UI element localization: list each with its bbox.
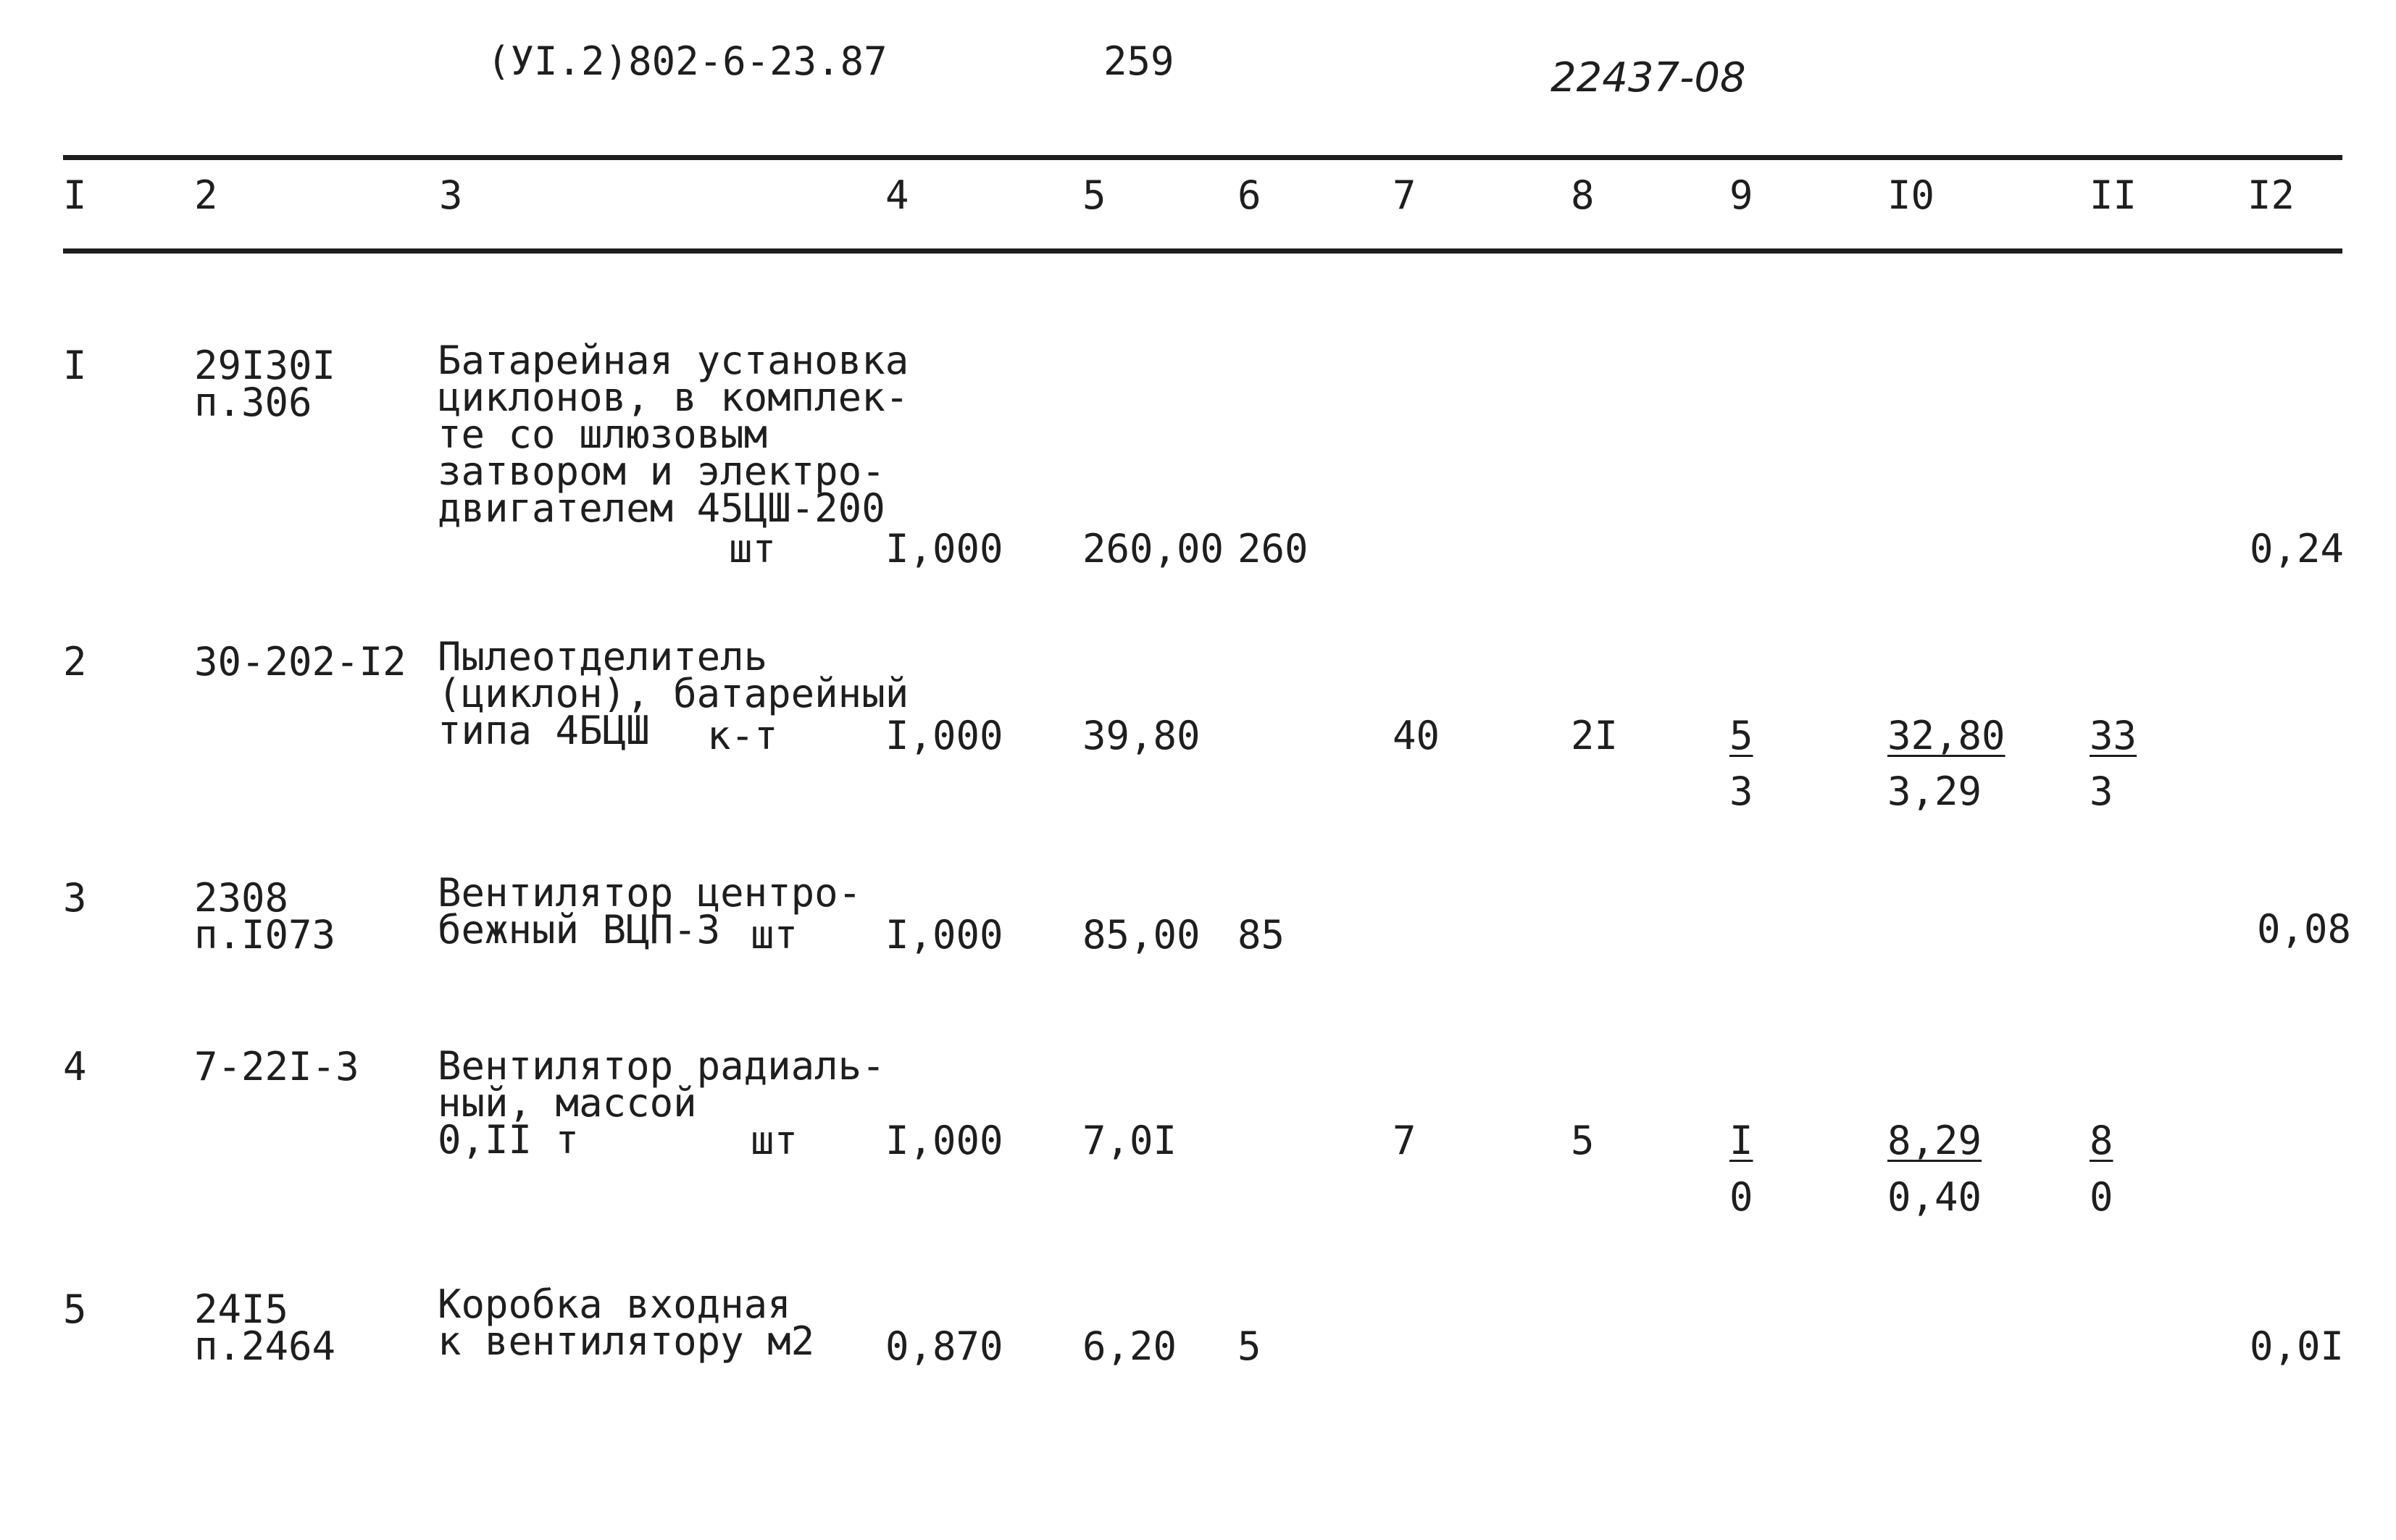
column-header-6: 6 <box>1237 172 1261 218</box>
quantity: I,000 <box>885 912 1003 958</box>
col8-value: 5 <box>1571 1118 1595 1163</box>
col10-top-value: 8,29 <box>1887 1118 1982 1163</box>
col12-value: 0,24 <box>2249 526 2344 572</box>
item-code-ref: п.306 <box>194 380 312 425</box>
unit: к-т <box>707 713 778 758</box>
document-code: (УI.2)802-6-23.87 <box>487 38 888 84</box>
column-header-5: 5 <box>1082 172 1106 218</box>
col5-value: 6,20 <box>1082 1323 1177 1369</box>
col9-bottom-value: 3 <box>1729 769 1753 814</box>
col5-value: 39,80 <box>1082 713 1201 758</box>
quantity: I,000 <box>885 713 1003 758</box>
item-description: Пылеотделитель (циклон), батарейный типа 4БЦШ <box>438 634 909 753</box>
quantity: I,000 <box>885 526 1003 572</box>
col10-bottom-value: 0,40 <box>1887 1174 1982 1220</box>
handwritten-number: 22437-08 <box>1550 54 1746 101</box>
row-number: 2 <box>63 639 87 685</box>
item-description: Вентилятор радиаль- ный, массой 0,II т <box>438 1043 885 1163</box>
item-code: 7-22I-3 <box>194 1044 359 1089</box>
unit: шт <box>751 1118 798 1163</box>
column-header-12: I2 <box>2247 172 2295 218</box>
col9-top-value: I <box>1729 1118 1753 1163</box>
item-code: 2308 <box>194 875 289 921</box>
item-code: 24I5 <box>194 1286 289 1332</box>
item-code-ref: п.I073 <box>194 912 336 958</box>
column-header-1: I <box>63 172 87 218</box>
col6-value: 260 <box>1237 526 1308 572</box>
item-description: Коробка входная к вентилятору м2 <box>438 1281 815 1364</box>
col9-bottom-value: 0 <box>1729 1174 1753 1220</box>
unit: шт <box>729 526 777 572</box>
col10-top-value: 32,80 <box>1887 713 2005 758</box>
row-number: 5 <box>63 1286 87 1332</box>
col11-bottom-value: 0 <box>2090 1174 2113 1220</box>
page-number: 259 <box>1103 38 1174 84</box>
col7-value: 40 <box>1393 713 1440 758</box>
row-number: I <box>63 343 87 388</box>
quantity: 0,870 <box>885 1323 1003 1369</box>
column-header-4: 4 <box>885 172 909 218</box>
column-header-9: 9 <box>1729 172 1753 218</box>
column-header-2: 2 <box>194 172 218 218</box>
row-number: 3 <box>63 875 87 921</box>
column-header-8: 8 <box>1571 172 1595 218</box>
column-header-7: 7 <box>1393 172 1416 218</box>
col5-value: 260,00 <box>1082 526 1224 572</box>
col10-bottom-value: 3,29 <box>1887 769 1982 814</box>
col8-value: 2I <box>1571 713 1619 758</box>
col12-value: 0,08 <box>2256 906 2351 952</box>
item-description: Вентилятор центро- бежный ВЦП-3 <box>438 870 862 953</box>
column-header-11: II <box>2090 172 2137 218</box>
column-header-10: I0 <box>1887 172 1935 218</box>
col12-value: 0,0I <box>2249 1323 2344 1369</box>
header-bottom-rule <box>63 248 2342 254</box>
item-code: 30-202-I2 <box>194 639 406 685</box>
column-header-3: 3 <box>439 172 463 218</box>
row-number: 4 <box>63 1044 87 1089</box>
item-code-ref: п.2464 <box>194 1323 336 1369</box>
col11-bottom-value: 3 <box>2090 769 2113 814</box>
col11-top-value: 8 <box>2090 1118 2113 1163</box>
quantity: I,000 <box>885 1118 1003 1163</box>
col7-value: 7 <box>1393 1118 1416 1163</box>
col5-value: 7,0I <box>1082 1118 1177 1163</box>
col9-top-value: 5 <box>1729 713 1753 758</box>
item-code: 29I30I <box>194 343 336 388</box>
unit: шт <box>751 912 798 958</box>
col11-top-value: 33 <box>2090 713 2137 758</box>
item-description: Батарейная установка циклонов, в комплек- те со шлюзовым затвором и электро- двигателем 45ЦШ-200 <box>438 338 909 531</box>
table-top-rule <box>63 155 2342 160</box>
col5-value: 85,00 <box>1082 912 1201 958</box>
col6-value: 5 <box>1237 1323 1261 1369</box>
col6-value: 85 <box>1237 912 1285 958</box>
